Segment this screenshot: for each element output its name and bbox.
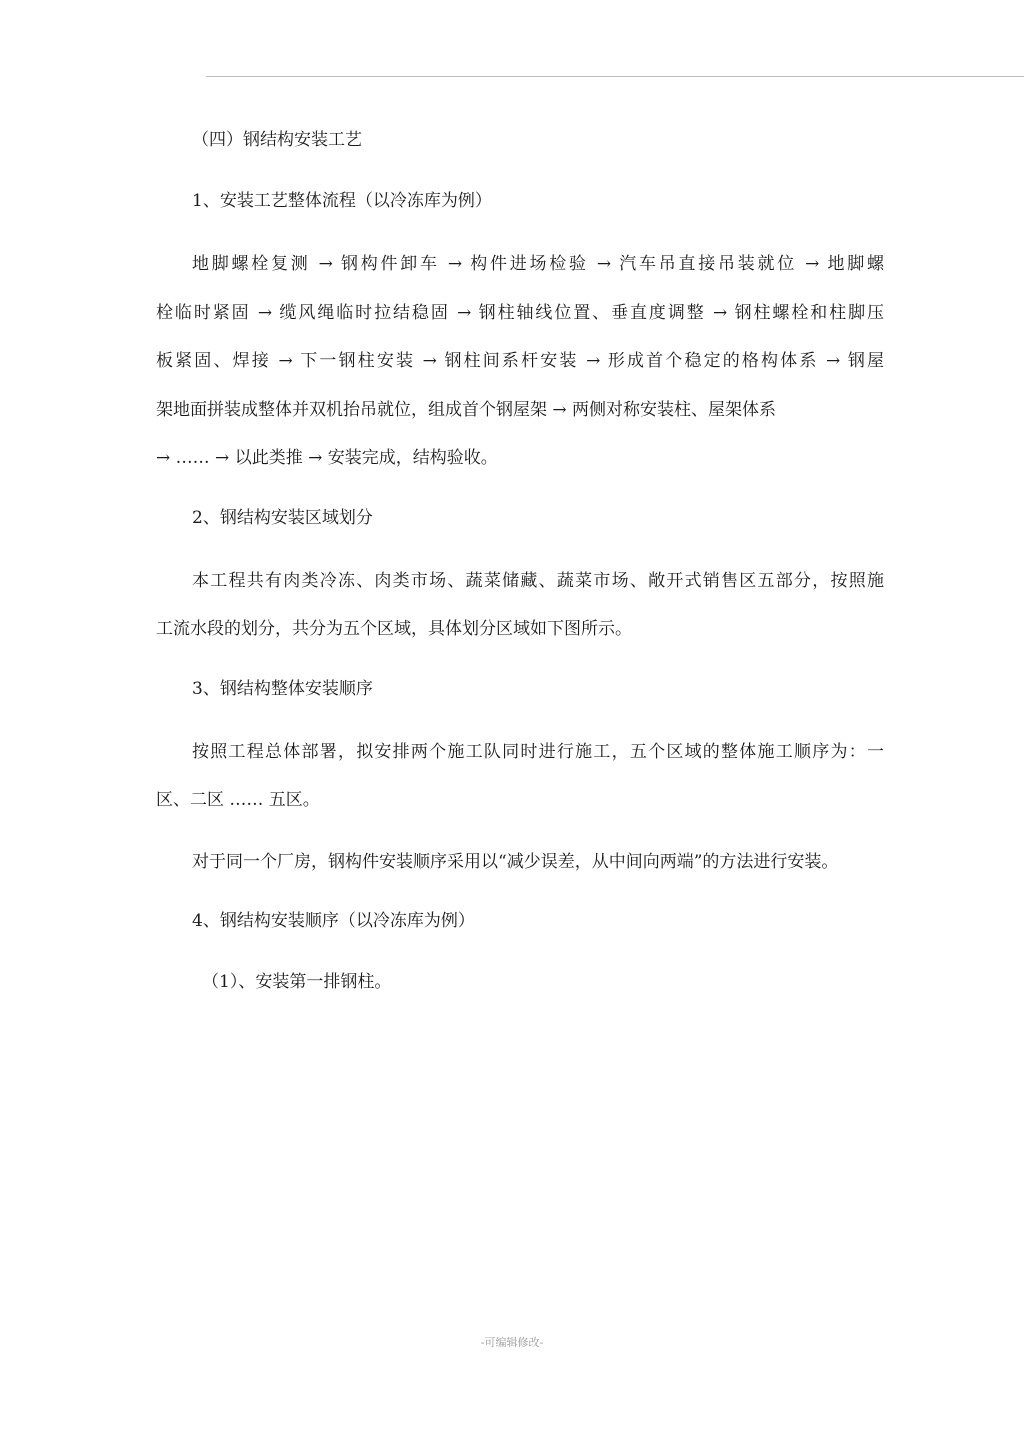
step2-heading: 2、钢结构安装区域划分 xyxy=(192,507,373,528)
step3-heading: 3、钢结构整体安装顺序 xyxy=(192,678,373,699)
paragraph-line: 本工程共有肉类冷冻、肉类市场、蔬菜储藏、蔬菜市场、敞开式销售区五部分，按照施 xyxy=(192,570,884,591)
paragraph-line: → …… → 以此类推 → 安装完成，结构验收。 xyxy=(156,448,498,468)
step4-heading: 4、钢结构安装顺序（以冷冻库为例） xyxy=(192,911,475,931)
step2-paragraph xyxy=(156,557,884,654)
step1-flow-paragraph xyxy=(156,240,884,483)
paragraph-line: 对于同一个厂房，钢构件安装顺序采用以“减少误差，从中间向两端”的方法进行安装。 xyxy=(192,851,839,872)
paragraph-line: 板紧固、焊接 → 下一钢柱安装 → 钢柱间系杆安装 → 形成首个稳定的格构体系 → 钢屋 xyxy=(156,351,884,371)
step4-subitem: （1）、安装第一排钢柱。 xyxy=(202,972,392,992)
header-rule xyxy=(206,76,1024,77)
paragraph-line: 栓临时紧固 → 缆风绳临时拉结稳固 → 钢柱轴线位置、垂直度调整 → 钢柱螺栓和柱脚压 xyxy=(156,302,884,323)
paragraph-line: 按照工程总体部署，拟安排两个施工队同时进行施工，五个区域的整体施工顺序为：一 xyxy=(192,741,884,762)
document-body xyxy=(156,118,884,1021)
paragraph-line: 工流水段的划分，共分为五个区域，具体划分区域如下图所示。 xyxy=(156,619,632,639)
step1-heading: 1、安装工艺整体流程（以冷冻库为例） xyxy=(192,191,492,211)
paragraph-line: 地脚螺栓复测 → 钢构件卸车 → 构件进场检验 → 汽车吊直接吊装就位 → 地脚螺 xyxy=(192,254,884,274)
page-footer: -可编辑修改- xyxy=(480,1336,544,1349)
paragraph-line: 区、二区 …… 五区。 xyxy=(156,790,320,810)
step3-note-paragraph xyxy=(156,838,884,887)
section-title: （四）钢结构安装工艺 xyxy=(192,130,362,150)
step3-paragraph xyxy=(156,728,884,825)
paragraph-line: 架地面拼装成整体并双机抬吊就位，组成首个钢屋架 → 两侧对称安装柱、屋架体系 xyxy=(156,399,777,420)
